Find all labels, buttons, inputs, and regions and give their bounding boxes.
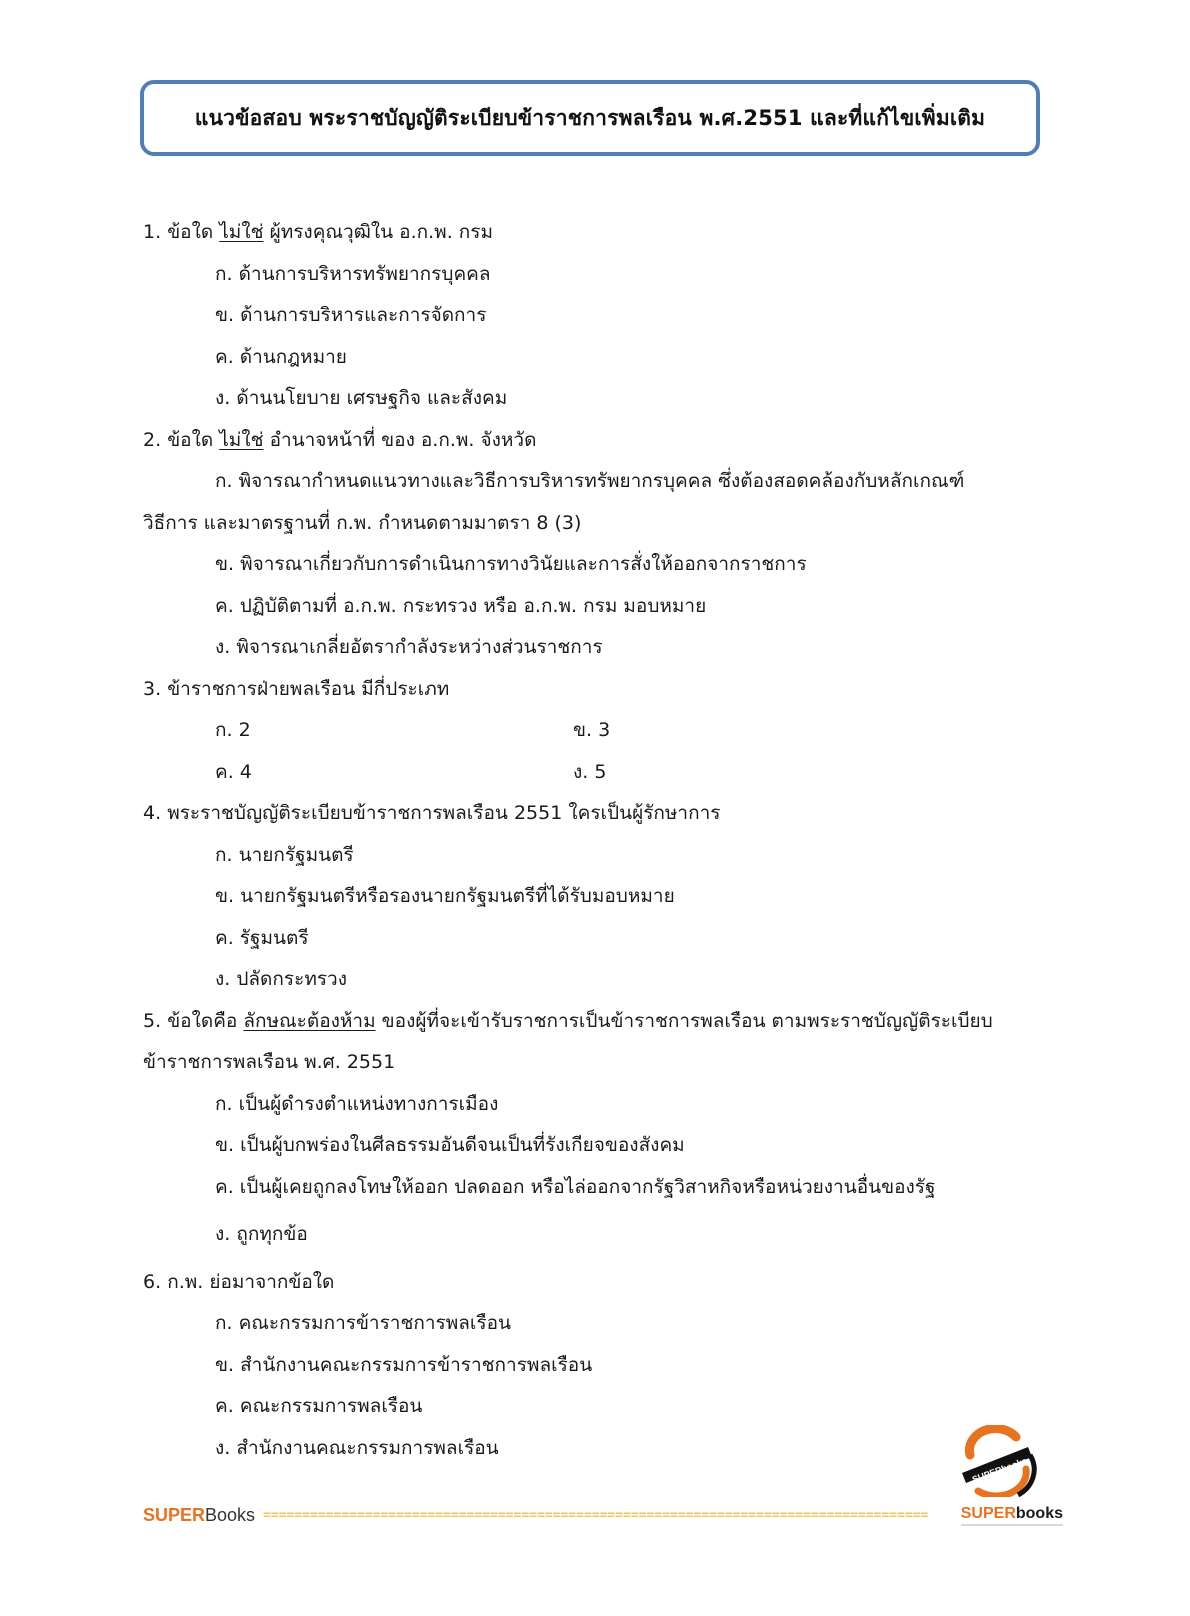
question-6 [143,1262,1043,1304]
question-3 [143,669,1043,711]
option-3d: ง. 5 [573,760,607,783]
option-6b: ข. สำนักงานคณะกรรมการข้าราชการพลเรือน [215,1353,593,1376]
question-number: 4. [143,802,162,824]
option-4a: ก. นายกรัฐมนตรี [215,843,354,866]
question-2 [143,420,1043,462]
question-emphasis: ไม่ใช่ [219,221,264,243]
option-3a: ก. 2 [215,719,251,741]
question-prefix: ข้อใด [167,221,214,243]
option-5c: ค. เป็นผู้เคยถูกลงโทษให้ออก ปลดออก หรือไล่ออกจากรัฐวิสาหกิจหรือหน่วยงานอื่นของรัฐ [215,1175,936,1198]
option-3b: ข. 3 [573,719,611,741]
question-number: 5. [143,1009,162,1032]
options-row-3-1 [143,710,1043,752]
brand-super: SUPER [960,1504,1016,1522]
footer-brand-left [143,1505,255,1526]
question-number: 6. [143,1270,162,1293]
question-suffix: ของผู้ที่จะเข้ารับราชการเป็นข้าราชการพลเรือน ตามพระราชบัญญัติระเบียบ [381,1009,993,1032]
option-6d: ง. สำนักงานคณะกรรมการพลเรือน [215,1436,499,1459]
option-2c: ค. ปฏิบัติตามที่ อ.ก.พ. กระทรวง หรือ อ.ก.พ. กรม มอบหมาย [215,594,707,617]
question-4 [143,793,1043,835]
exam-content [143,212,1043,1469]
page-title: แนวข้อสอบ พระราชบัญญัติระเบียบข้าราชการพลเรือน พ.ศ.2551 และที่แก้ไขเพิ่มเติม [194,105,986,130]
option-2b: ข. พิจารณาเกี่ยวกับการดำเนินการทางวินัยและการสั่งให้ออกจากราชการ [215,553,807,575]
page-footer [143,1500,1063,1530]
question-suffix: ผู้ทรงคุณวุฒิใน อ.ก.พ. กรม [269,221,494,243]
option-6c: ค. คณะกรรมการพลเรือน [215,1395,423,1417]
footer-brand-right [961,1505,1063,1526]
question-5 [143,1001,1043,1043]
option-4d: ง. ปลัดกระทรวง [215,968,347,990]
option-2d: ง. พิจารณาเกลี่ยอัตรากำลังระหว่างส่วนราชการ [215,636,603,658]
footer-divider: ===================================================================================== [263,1507,929,1523]
question-number: 3. [143,677,162,700]
options-row-3-2 [143,752,1043,794]
option-5a: ก. เป็นผู้ดำรงตำแหน่งทางการเมือง [215,1092,499,1115]
option-1b: ข. ด้านการบริหารและการจัดการ [215,304,487,326]
option-2a-line1: ก. พิจารณากำหนดแนวทางและวิธีการบริหารทรัพยากรบุคคล ซึ่งต้องสอดคล้องกับหลักเกณฑ์ [215,470,965,492]
question-prefix: ข้อใด [167,428,214,451]
option-3c: ค. 4 [215,760,252,783]
question-text: ก.พ. ย่อมาจากข้อใด [167,1270,335,1293]
brand-books: Books [205,1504,256,1525]
question-emphasis: ไม่ใช่ [219,428,264,451]
brand-books: books [1015,1504,1063,1522]
question-prefix: ข้อใดคือ [167,1009,238,1032]
question-emphasis: ลักษณะต้องห้าม [243,1009,376,1032]
question-text: พระราชบัญญัติระเบียบข้าราชการพลเรือน 2551 ใครเป็นผู้รักษาการ [167,802,721,824]
svg-text:SUPERbooks: SUPERbooks [970,1455,1029,1485]
option-4c: ค. รัฐมนตรี [215,926,309,949]
question-number: 1. [143,221,162,243]
option-1a: ก. ด้านการบริหารทรัพยากรบุคคล [215,262,491,285]
option-6a: ก. คณะกรรมการข้าราชการพลเรือน [215,1312,512,1334]
option-1c: ค. ด้านกฎหมาย [215,345,347,368]
option-4b: ข. นายกรัฐมนตรีหรือรองนายกรัฐมนตรีที่ได้รับมอบหมาย [215,885,675,907]
option-1d: ง. ด้านนโยบาย เศรษฐกิจ และสังคม [215,387,508,409]
option-5d: ง. ถูกทุกข้อ [215,1223,308,1245]
superbooks-logo-icon [948,1425,1038,1497]
brand-super: SUPER [143,1504,206,1525]
question-5-line2: ข้าราชการพลเรือน พ.ศ. 2551 [143,1051,396,1073]
question-text: ข้าราชการฝ่ายพลเรือน มีกี่ประเภท [167,677,450,700]
option-5b: ข. เป็นผู้บกพร่องในศีลธรรมอันดีจนเป็นที่รังเกียจของสังคม [215,1134,685,1156]
question-number: 2. [143,428,162,451]
option-2a-line2: วิธีการ และมาตรฐานที่ ก.พ. กำหนดตามมาตรา 8 (3) [143,511,582,534]
title-box [140,80,1040,156]
question-1 [143,212,1043,254]
question-suffix: อำนาจหน้าที่ ของ อ.ก.พ. จังหวัด [269,428,537,451]
